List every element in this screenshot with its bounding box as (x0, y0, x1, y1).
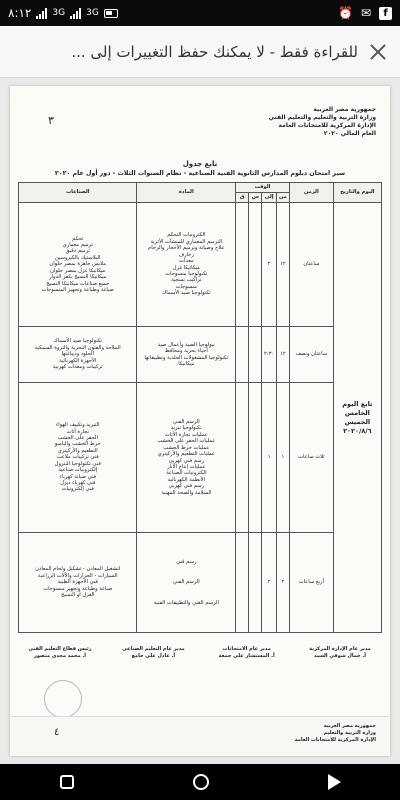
header-line: الإدارة المركزية للامتحانات العامة (294, 737, 376, 743)
network-label-1: 3G (52, 8, 66, 18)
signature-block (20, 646, 100, 660)
industry-item: صباغة وطباعة وتجهيز منسوجات (43, 585, 113, 592)
next-page-preview (10, 716, 390, 756)
industry-item: تحكم (72, 235, 84, 242)
industry-item: ملابس جاهزة بمصر حلوان (49, 261, 107, 268)
close-icon[interactable] (366, 40, 390, 64)
signature-title: مدير عام الإدارة المركزية (309, 646, 371, 652)
day-cell: تابع اليوم الخامس الخميس ٢٠٢٠/٨/٦ (333, 203, 381, 633)
subject-item: الرسم الفني (172, 419, 200, 426)
industry-item: لتشغيل المعادن - تشكيل ولحام المعادن (35, 566, 121, 573)
industry-item: الملاحة والفنون البحرية والثروة السمكية (34, 344, 121, 351)
alarm-icon: ⏰ (337, 6, 353, 20)
subject-item: تكنولوجيا صيد الأسماك (161, 290, 211, 297)
to-cell: ٢:٣٠ (262, 327, 276, 383)
table-row (19, 203, 382, 327)
industries-cell (19, 533, 137, 633)
header-line: جمهورية مصر العربية (313, 106, 376, 113)
subject-item: الأنظمة الكهربائية (167, 476, 206, 483)
to-cell: ٢ (262, 533, 276, 633)
signature-block (300, 646, 380, 660)
industry-item: فني تركيبات ملاعب (56, 454, 99, 461)
read-only-notice: للقراءة فقط - لا يمكنك حفظ التغييرات إلى ... (71, 42, 358, 61)
subject-item: عمليات إنتاج الأبار (167, 463, 206, 470)
industry-item: ترميم معماري (62, 242, 93, 249)
industry-item: السيارات - الجرارات والآلات الزراعية (37, 572, 118, 579)
subheader-minute: ق (236, 193, 249, 203)
industry-item: تركيبات ومعدات كهربية (52, 364, 103, 371)
industry-item: التطعيم والأركيتري (57, 447, 98, 454)
subheader-to: إلى (262, 193, 276, 203)
facebook-icon: f (379, 7, 392, 20)
next-page-header (256, 723, 376, 744)
subjects-cell (137, 327, 236, 383)
subject-item: عمليات تجارة الأثاث (164, 431, 208, 438)
industry-item: جميع صناعات ميكانيكا النسيج (46, 280, 110, 287)
subject-item: أحياء بحرية ومحافظ (164, 348, 208, 355)
industry-item: فني صيانة كهرباء (59, 473, 97, 480)
status-left (8, 6, 118, 20)
table-header-row (19, 183, 382, 193)
signature-name: أ. المستشار على جمعة (218, 653, 275, 659)
subject-item: ميكانيكا (178, 360, 195, 367)
recent-apps-icon[interactable] (60, 775, 74, 789)
industry-item: فني إلكترونيات (61, 486, 94, 493)
subjects-cell (137, 203, 236, 327)
from-cell: ٢ (276, 533, 289, 633)
signatures (20, 646, 380, 660)
to-cell: ١ (262, 383, 276, 533)
duration-cell: ساعتان (289, 203, 333, 327)
subject-item: تكنولوجيا منسوجات (165, 270, 208, 277)
subject-item: رسم فني كهربي (168, 483, 205, 490)
industry-item: صباغة وطباعة وتجهيز المنسوجات (41, 286, 114, 293)
subject-item: رسم فني (176, 558, 197, 565)
industry-item: إلكترونيات صناعية (58, 467, 98, 474)
industry-item: الجلود وديباغتها (61, 351, 94, 358)
industry-item: ميكانيكا النسيج بكفر الدوار (49, 274, 107, 281)
header-duration: الزمن (289, 183, 333, 203)
subject-item: الكترونيات الصناعة (166, 470, 207, 477)
duration-cell: أربع ساعات (289, 533, 333, 633)
subheader-from: من (276, 193, 289, 203)
signature-title: مدير عام التعليم الصناعي (122, 646, 185, 652)
subject-item: السلامة والصحة المهنية (161, 489, 212, 496)
subject-item: منسوجات (175, 283, 197, 290)
subject-item: تراكيب نسجية (171, 277, 202, 284)
industry-item: ترميم دقيق (65, 248, 90, 255)
industry-item: الغزل أو النسيج (60, 592, 95, 599)
header-industries: الصناعات (19, 183, 137, 203)
signature-name: أ. جمال شوقي السيد (314, 653, 366, 659)
signal-icon-2 (70, 8, 81, 19)
signature-block (113, 646, 193, 660)
industry-item: ميكانيكا غزل بمصر حلوان (50, 267, 106, 274)
from-cell: ١ (276, 383, 289, 533)
document-viewer (0, 26, 400, 764)
from-cell: ١٢ (276, 327, 289, 383)
messenger-icon: ✉ (360, 6, 371, 20)
subject-item: الرسم الفني والتطبيقات الفنية (153, 599, 219, 606)
status-bar (0, 0, 400, 26)
subject-item: تكنولوجيا المشغولات الجلدية وتطبيقاتها (144, 354, 229, 361)
duration-cell: ساعتان ونصف (289, 327, 333, 383)
industry-item: نجارة أثاث (66, 428, 90, 435)
industry-item: تكنولوجيا صيد الأسماك (53, 338, 103, 345)
signature-block (207, 646, 287, 660)
status-time: ٨:١٢ (8, 6, 32, 20)
signature-name: أ. محمد مجدي منصور (34, 653, 87, 659)
industry-item: البلاستيك بالكيروسين (55, 254, 101, 261)
header-day: اليوم والتاريخ (333, 183, 381, 203)
page-number: ٣ (48, 114, 54, 127)
table-row (19, 327, 382, 383)
subject-item: عمليات الحفر على الخشب (157, 438, 216, 445)
subject-item: عمليات التطعيم والأركيتري (157, 451, 216, 458)
header-line: وزارة التربية والتعليم والتعليم الفني (268, 114, 376, 121)
industries-cell (19, 383, 137, 533)
signal-icon (36, 8, 47, 19)
duration-cell: ثلاث ساعات (289, 383, 333, 533)
document-page[interactable] (10, 86, 390, 756)
subjects-cell (137, 533, 236, 633)
subject-item: الكترونيات التحكم (167, 232, 206, 239)
signature-title: مدير عام الامتحانات (222, 646, 271, 652)
app-bar (0, 26, 400, 78)
from-cell: ١٢ (276, 203, 289, 327)
industry-item: فني كهرباء ديزل (60, 479, 96, 486)
subject-item: معدات (179, 258, 194, 265)
subject-item: رسم فني كهربي (168, 457, 205, 464)
subheader-hour: س (249, 193, 262, 203)
industries-cell (19, 327, 137, 383)
subject-item: عمليات خرط الخشب (163, 444, 210, 451)
header-line: العام المالي ٢٠٢٠ (323, 130, 376, 137)
subject-item: زخارف (178, 251, 194, 258)
header-subject: المادة (137, 183, 236, 203)
signature-name: أ. عادل على جامع (131, 653, 176, 659)
header-line: وزارة التربية والتعليم (323, 730, 376, 736)
industries-cell (19, 203, 137, 327)
industry-item: التبريد وتكييف الهواء (55, 422, 100, 429)
industry-item: خرط الخشب والبامبو (54, 441, 101, 448)
subject-item: بيولوجيا الصيد وأعمال صيد (157, 341, 215, 348)
subject-item: الرسم الفني (172, 579, 200, 586)
table-title: سير امتحان دبلوم المدارس الثانوية الفنية الصناعية - نظام السنوات الثلاث - دور أول عام ٢٠٢٠ (54, 170, 346, 177)
industry-item: فني تكنولوجيا البترول (54, 460, 101, 467)
network-label-2: 3G (86, 8, 99, 18)
header-line: جمهورية مصر العربية (323, 723, 376, 729)
battery-icon (104, 9, 118, 18)
signature-title: رئيس قطاع التعليم الفني (28, 646, 92, 652)
industry-item: الحفر على الخشب (57, 435, 98, 442)
subject-item: ميكانيكا غزل (172, 264, 200, 271)
header-time: الوقت (236, 183, 290, 193)
exam-schedule-table (18, 182, 382, 633)
subject-item: الترميم المعماري للمنشآت الأثرية (150, 238, 223, 245)
document-header (246, 106, 376, 138)
subject-item: علاج وصيانة وترميم الأحجار والرخام (148, 245, 225, 252)
industry-item: الأجهزة الكهربائية (59, 357, 97, 364)
table-row (19, 533, 382, 633)
industry-item: فني الأجهزة الطبية (57, 579, 98, 586)
table-subtitle: تابع جدول (182, 160, 218, 168)
back-icon[interactable] (328, 774, 341, 790)
to-cell: ٢ (262, 203, 276, 327)
header-line: الإدارة المركزية للامتحانات العامة (278, 122, 376, 129)
status-right (338, 6, 392, 20)
table-row (19, 383, 382, 533)
official-stamp (44, 680, 82, 718)
subject-item: تكنولوجيا تبريد (170, 425, 202, 432)
navigation-bar (0, 764, 400, 800)
next-page-number: ٤ (54, 727, 60, 738)
home-icon[interactable] (193, 774, 209, 790)
subjects-cell (137, 383, 236, 533)
